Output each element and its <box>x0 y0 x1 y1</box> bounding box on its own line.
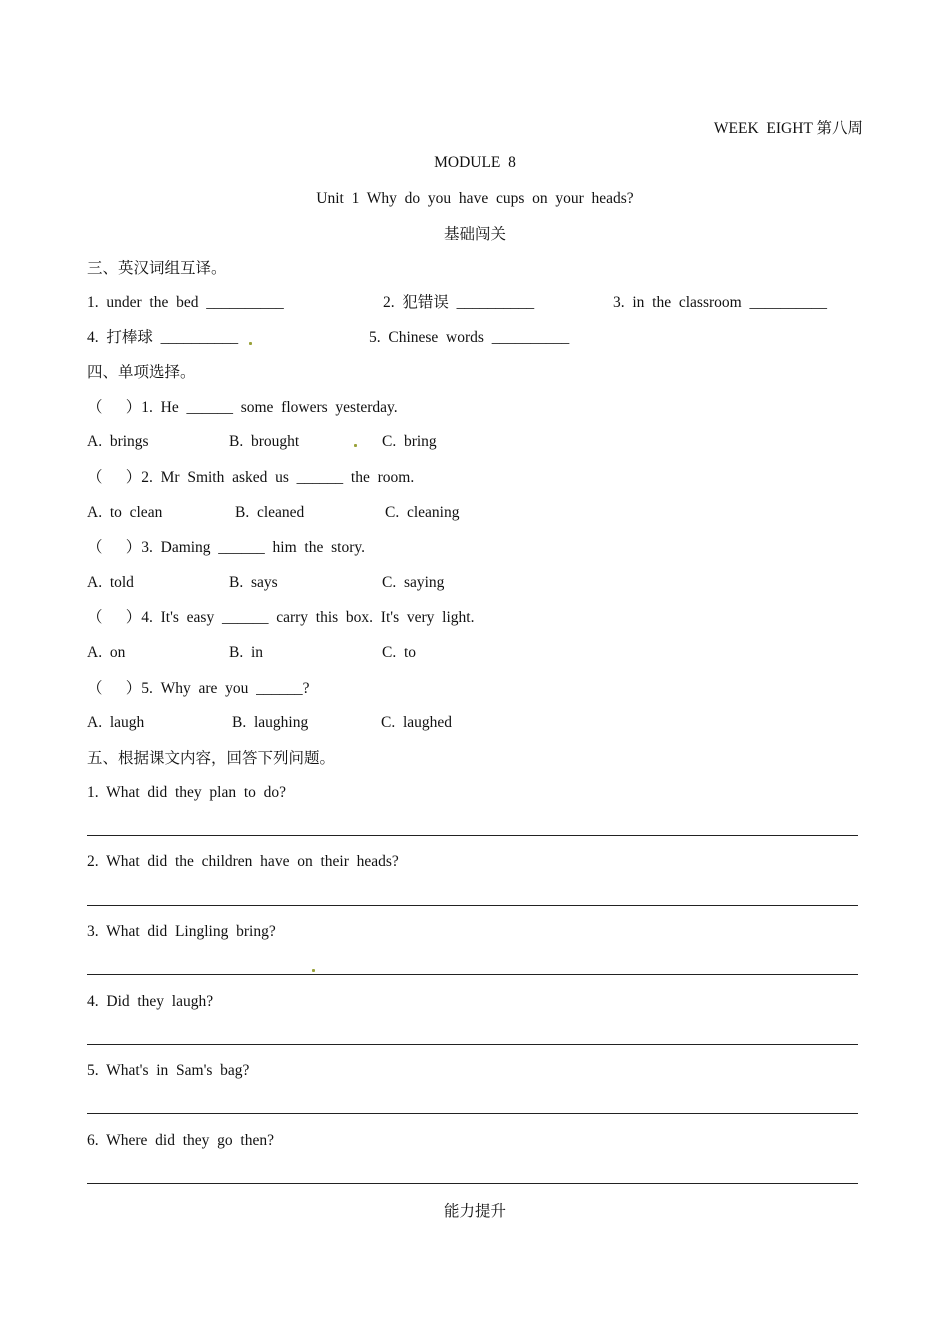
mc-q1-option-a: A. brings <box>87 433 149 450</box>
mc-question-2: （ ）2. Mr Smith asked us ______ the room. <box>87 469 415 486</box>
answer-line-3 <box>87 974 858 975</box>
basic-section-heading: 基础闯关 <box>443 226 506 243</box>
answer-line-1 <box>87 835 858 836</box>
translate-item-2: 2. 犯错误 __________ <box>383 294 535 311</box>
answer-line-2 <box>87 905 858 906</box>
mc-q4-option-c: C. to <box>382 644 417 661</box>
mc-question-3: （ ）3. Daming ______ him the story. <box>87 539 365 556</box>
translate-item-1: 1. under the bed __________ <box>87 294 284 311</box>
mc-q5-option-a: A. laugh <box>87 714 145 731</box>
section4-title: 四、单项选择。 <box>87 364 196 381</box>
mc-q2-option-a: A. to clean <box>87 504 163 521</box>
mc-q3-option-a: A. told <box>87 574 134 591</box>
mc-q1-option-b: B. brought <box>229 433 300 450</box>
module-title: MODULE 8 <box>434 154 516 171</box>
mc-q3-option-b: B. says <box>229 574 278 591</box>
unit-title: Unit 1 Why do you have cups on your heads? <box>316 190 634 207</box>
answer-question-2: 2. What did the children have on their heads? <box>87 853 399 870</box>
section5-title: 五、根据课文内容，回答下列问题。 <box>87 750 336 767</box>
mc-question-4: （ ）4. It's easy ______ carry this box. It's very light. <box>87 609 475 626</box>
answer-question-3: 3. What did Lingling bring? <box>87 923 276 940</box>
mc-q4-option-a: A. on <box>87 644 126 661</box>
mc-q5-option-c: C. laughed <box>381 714 453 731</box>
mc-q2-option-c: C. cleaning <box>385 504 460 521</box>
mc-q4-option-b: B. in <box>229 644 264 661</box>
mc-q5-option-b: B. laughing <box>232 714 309 731</box>
mc-question-5: （ ）5. Why are you ______? <box>87 680 310 697</box>
mc-q2-option-b: B. cleaned <box>235 504 305 521</box>
speck-mark <box>312 969 315 972</box>
mc-q1-option-c: C. bring <box>382 433 437 450</box>
answer-question-5: 5. What's in Sam's bag? <box>87 1062 250 1079</box>
answer-line-5 <box>87 1113 858 1114</box>
answer-question-4: 4. Did they laugh? <box>87 993 214 1010</box>
speck-mark <box>249 342 252 345</box>
section3-title: 三、英汉词组互译。 <box>87 260 227 277</box>
translate-item-3: 3. in the classroom __________ <box>613 294 827 311</box>
answer-line-6 <box>87 1183 858 1184</box>
mc-question-1: （ ）1. He ______ some flowers yesterday. <box>87 399 398 416</box>
answer-line-4 <box>87 1044 858 1045</box>
advanced-section-heading: 能力提升 <box>443 1203 506 1220</box>
answer-question-1: 1. What did they plan to do? <box>87 784 287 801</box>
week-label: WEEK EIGHT 第八周 <box>713 120 863 137</box>
answer-question-6: 6. Where did they go then? <box>87 1132 274 1149</box>
translate-item-4: 4. 打棒球 __________ <box>87 329 239 346</box>
mc-q3-option-c: C. saying <box>382 574 445 591</box>
speck-mark <box>354 444 357 447</box>
translate-item-5: 5. Chinese words __________ <box>369 329 570 346</box>
